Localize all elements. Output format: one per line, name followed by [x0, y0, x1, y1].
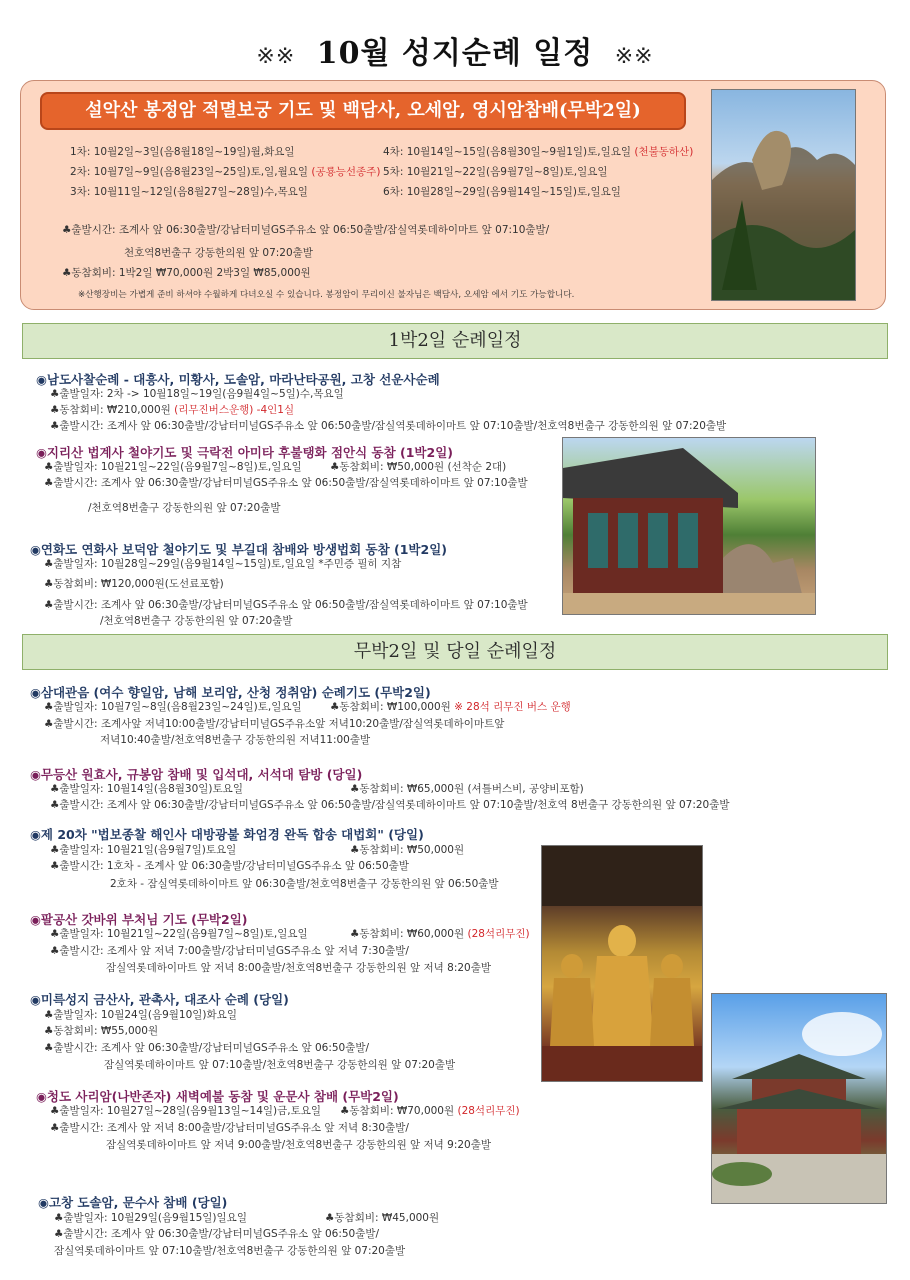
detail-text: 잠실역롯데하이마트 앞 저녁 9:00출발/천호역8번출구 강동한의원 앞 저녁 9:20출발: [106, 1139, 492, 1151]
hero-schedule-item: [70, 184, 308, 200]
pilgrimage-detail-line: [50, 926, 308, 942]
pagoda-photo: [711, 993, 887, 1204]
detail-note: (리무진버스운행) -4인1실: [174, 404, 295, 416]
pilgrimage-heading: ◉연화도 연화사 보덕암 철야기도 및 부길대 참배와 방생법회 동참 (1박2일): [30, 542, 447, 557]
detail-text: ♣출발시간: 조계사 앞 06:30출발/강남터미널GS주유소 앞 06:50출발/: [44, 1042, 370, 1054]
schedule-text: 10월28일~29일(음9월14일~15일)토,일요일: [406, 186, 621, 198]
pilgrimage-detail-line: [340, 1103, 520, 1119]
schedule-label: 6차:: [383, 186, 404, 198]
pilgrimage-detail-line: [44, 597, 528, 613]
detail-text: 잠실역롯데하이마트 앞 07:10출발/천호역8번출구 강동한의원 앞 07:20출발: [54, 1245, 406, 1257]
detail-text: ♣출발일자: 10월27일~28일(음9월13일~14일)금,토요일: [50, 1105, 322, 1117]
pilgrimage-detail-line: [50, 858, 409, 874]
pilgrimage-detail-line: [350, 926, 530, 942]
pilgrimage-detail-line: [50, 418, 726, 434]
pilgrimage-heading: ◉미륵성지 금산사, 관촉사, 대조사 순례 (당일): [30, 992, 289, 1007]
title-text: 10월 성지순례 일정: [316, 36, 594, 71]
pilgrimage-detail-line: [44, 1007, 237, 1023]
detail-text: ♣동참회비: ₩70,000원: [340, 1105, 458, 1117]
temple-photo: [562, 437, 816, 615]
detail-text: ♣출발일자: 10월21일~22일(음9월7일~8일)토,일요일: [44, 461, 302, 473]
pilgrimage-detail-line: [44, 475, 528, 491]
hero-schedule-item: [70, 164, 380, 180]
schedule-note: (공룡능선종주): [311, 166, 381, 178]
pilgrimage-detail-line: [44, 576, 224, 592]
buddha-statues-photo: [541, 845, 703, 1082]
detail-text: 저녁10:40출발/천호역8번출구 강동한의원 저녁11:00출발: [100, 734, 371, 746]
detail-note: ※ 28석 리무진 버스 운행: [454, 701, 571, 713]
hero-schedule-item: [70, 144, 295, 160]
detail-text: 잠실역롯데하이마트 앞 07:10출발/천호역8번출구 강동한의원 앞 07:20출발: [104, 1059, 456, 1071]
schedule-label: 3차:: [70, 186, 91, 198]
pilgrimage-detail-line: [50, 797, 730, 813]
page-title: [0, 28, 910, 72]
detail-text: ♣동참회비: ₩45,000원: [325, 1212, 440, 1224]
pilgrimage-detail-line: [50, 386, 344, 402]
pilgrimage-detail-line: [350, 781, 584, 797]
pilgrimage-detail-line: [44, 459, 302, 475]
detail-text: ♣출발시간: 조계사 앞 저녁 8:00출발/강남터미널GS주유소 앞 저녁 8:30출발/: [50, 1122, 409, 1134]
pilgrimage-heading: ◉남도사찰순례 - 대흥사, 미황사, 도솔암, 마라난타공원, 고창 선운사순례: [36, 372, 440, 387]
detail-text: ♣출발시간: 조계사 앞 06:30출발/강남터미널GS주유소 앞 06:50출발/: [54, 1228, 380, 1240]
detail-text: ♣출발일자: 10월7일~8일(음8월23일~24일)토,일요일: [44, 701, 302, 713]
detail-text: 잠실역롯데하이마트 앞 저녁 8:00출발/천호역8번출구 강동한의원 앞 저녁 8:20출발: [106, 962, 492, 974]
detail-note: (28석리무진): [467, 928, 530, 940]
pilgrimage-detail-line: [44, 699, 302, 715]
schedule-label: 2차:: [70, 166, 91, 178]
hero-fee: ♣동참회비: 1박2일 ₩70,000원 2박3일 ₩85,000원: [62, 267, 311, 279]
pilgrimage-detail-line: [104, 1057, 455, 1073]
pilgrimage-detail-line: [100, 613, 293, 629]
detail-text: ♣출발일자: 10월21일(음9월7일)토요일: [50, 844, 237, 856]
detail-text: ♣동참회비: ₩120,000원(도선료포함): [44, 578, 224, 590]
detail-text: ♣동참회비: ₩55,000원: [44, 1025, 159, 1037]
detail-text: ♣출발시간: 조계사 앞 06:30출발/강남터미널GS주유소 앞 06:50출발/잠실역롯데하이마트 앞 07:10출발/천호역 8번출구 강동한의원 앞 07:20출발: [50, 799, 730, 811]
pilgrimage-detail-line: [54, 1226, 379, 1242]
pilgrimage-detail-line: [106, 1137, 491, 1153]
detail-text: ♣동참회비: ₩50,000원: [350, 844, 465, 856]
detail-text: ♣출발시간: 조계사 앞 06:30출발/강남터미널GS주유소 앞 06:50출발/잠실역롯데하이마트 앞 07:10출발/천호역8번출구 강동한의원 앞 07:20출발: [50, 420, 727, 432]
pilgrimage-detail-line: [88, 500, 281, 516]
detail-text: ♣출발시간: 조계사 앞 저녁 7:00출발/강남터미널GS주유소 앞 저녁 7:30출발/: [50, 945, 409, 957]
title-deco-right: ※※: [614, 44, 654, 69]
pilgrimage-detail-line: [50, 402, 294, 418]
detail-text: /천호역8번출구 강동한의원 앞 07:20출발: [100, 615, 293, 627]
detail-text: ♣동참회비: ₩60,000원: [350, 928, 468, 940]
detail-text: ♣출발일자: 10월28일~29일(음9월14일~15일)토,일요일 *주민증 필히 지참: [44, 558, 402, 570]
schedule-text: 10월14일~15일(음8월30일~9월1일)토,일요일: [406, 146, 632, 158]
pilgrimage-heading: ◉제 20차 "법보종찰 해인사 대방광불 화엄경 완독 합송 대법회" (당일): [30, 827, 424, 842]
pilgrimage-detail-line: [54, 1210, 247, 1226]
pilgrimage-detail-line: [54, 1243, 405, 1259]
hero-depart-line1: ♣출발시간: 조계사 앞 06:30출발/강남터미널GS주유소 앞 06:50출발/잠실역롯데하이마트 앞 07:10출발/: [62, 224, 550, 236]
mountain-photo: [711, 89, 856, 301]
pilgrimage-heading: ◉팔공산 갓바위 부처님 기도 (무박2일): [30, 912, 248, 927]
hero-notice: ※산행장비는 가볍게 준비 하셔야 수월하게 다녀오실 수 있습니다. 봉정암이 무리이신 불자님은 백담사, 오세암 에서 기도 가능합니다.: [78, 290, 575, 300]
detail-note: (28석리무진): [457, 1105, 520, 1117]
detail-text: ♣동참회비: ₩50,000원 (선착순 2대): [330, 461, 507, 473]
detail-text: ♣출발일자: 10월24일(음9월10일)화요일: [44, 1009, 237, 1021]
schedule-note: (천불동하산): [634, 146, 694, 158]
pilgrimage-detail-line: [50, 781, 243, 797]
schedule-label: 4차:: [383, 146, 404, 158]
detail-text: ♣출발일자: 10월29일(음9월15일)일요일: [54, 1212, 247, 1224]
pilgrimage-detail-line: [44, 556, 401, 572]
pilgrimage-detail-line: [44, 1023, 158, 1039]
pilgrimage-heading: ◉지리산 법계사 철야기도 및 극락전 아미타 후불탱화 점안식 동참 (1박2일): [36, 445, 453, 460]
pilgrimage-heading: ◉무등산 원효사, 규봉암 참배 및 입석대, 서석대 탐방 (당일): [30, 767, 363, 782]
detail-text: ♣출발시간: 조계사 앞 06:30출발/강남터미널GS주유소 앞 06:50출발/잠실역롯데하이마트 앞 07:10출발: [44, 477, 528, 489]
pilgrimage-detail-line: [100, 732, 370, 748]
pilgrimage-heading: ◉고창 도솔암, 문수사 참배 (당일): [38, 1195, 228, 1210]
detail-text: ♣출발일자: 10월14일(음8월30일)토요일: [50, 783, 243, 795]
schedule-text: 10월21일~22일(음9월7일~8일)토,일요일: [406, 166, 608, 178]
pilgrimage-heading: ◉청도 사리암(나반존자) 새벽예불 동참 및 운문사 참배 (무박2일): [36, 1089, 399, 1104]
pilgrimage-detail-line: [50, 943, 409, 959]
pilgrimage-detail-line: [50, 1103, 321, 1119]
pilgrimage-heading: ◉삼대관음 (여수 향일암, 남해 보리암, 산청 정취암) 순례기도 (무박2일): [30, 685, 431, 700]
schedule-text: 10월2일~3일(음8월18일~19일)월,화요일: [93, 146, 295, 158]
hero-schedule-item: [383, 184, 621, 200]
pilgrimage-detail-line: [44, 1040, 369, 1056]
pilgrimage-detail-line: [325, 1210, 439, 1226]
detail-text: ♣동참회비: ₩210,000원: [50, 404, 175, 416]
detail-text: ♣동참회비: ₩65,000원 (셔틀버스비, 공양비포함): [350, 783, 584, 795]
detail-text: ♣출발시간: 1호차 - 조계사 앞 06:30출발/강남터미널GS주유소 앞 06:50출발: [50, 860, 409, 872]
schedule-text: 10월11일~12일(음8월27일~28일)수,목요일: [93, 186, 308, 198]
pilgrimage-detail-line: [350, 842, 464, 858]
hero-schedule-item: [383, 144, 693, 160]
schedule-label: 1차:: [70, 146, 91, 158]
detail-text: ♣출발시간: 조계사앞 저녁10:00출발/강남터미널GS주유소앞 저녁10:20출발/잠실역롯데하이마트앞: [44, 718, 505, 730]
pilgrimage-detail-line: [44, 716, 504, 732]
detail-text: ♣출발시간: 조계사 앞 06:30출발/강남터미널GS주유소 앞 06:50출발/잠실역롯데하이마트 앞 07:10출발: [44, 599, 528, 611]
section-bar-2: 무박2일 및 당일 순례일정: [22, 634, 888, 670]
pilgrimage-detail-line: [110, 876, 499, 892]
section-bar-1: 1박2일 순례일정: [22, 323, 888, 359]
hero-depart-line2: 천호역8번출구 강동한의원 앞 07:20출발: [124, 247, 313, 259]
detail-text: ♣출발일자: 10월21일~22일(음9월7일~8일)토,일요일: [50, 928, 308, 940]
detail-text: ♣동참회비: ₩100,000원: [330, 701, 455, 713]
detail-text: /천호역8번출구 강동한의원 앞 07:20출발: [88, 502, 281, 514]
hero-banner: 설악산 봉정암 적멸보궁 기도 및 백담사, 오세암, 영시암참배(무박2일): [40, 92, 686, 130]
schedule-label: 5차:: [383, 166, 404, 178]
schedule-text: 10월7일~9일(음8월23일~25일)토,일,월요일: [93, 166, 309, 178]
pilgrimage-detail-line: [330, 459, 506, 475]
pilgrimage-detail-line: [106, 960, 491, 976]
title-deco-left: ※※: [256, 44, 296, 69]
hero-schedule-item: [383, 164, 608, 180]
pilgrimage-detail-line: [50, 1120, 409, 1136]
detail-text: ♣출발일자: 2차 -> 10월18일~19일(음9월4일~5일)수,목요일: [50, 388, 344, 400]
detail-text: 2호차 - 잠실역롯데하이마트 앞 06:30출발/천호역8번출구 강동한의원 앞 06:50출발: [110, 878, 499, 890]
pilgrimage-detail-line: [50, 842, 236, 858]
pilgrimage-detail-line: [330, 699, 571, 715]
